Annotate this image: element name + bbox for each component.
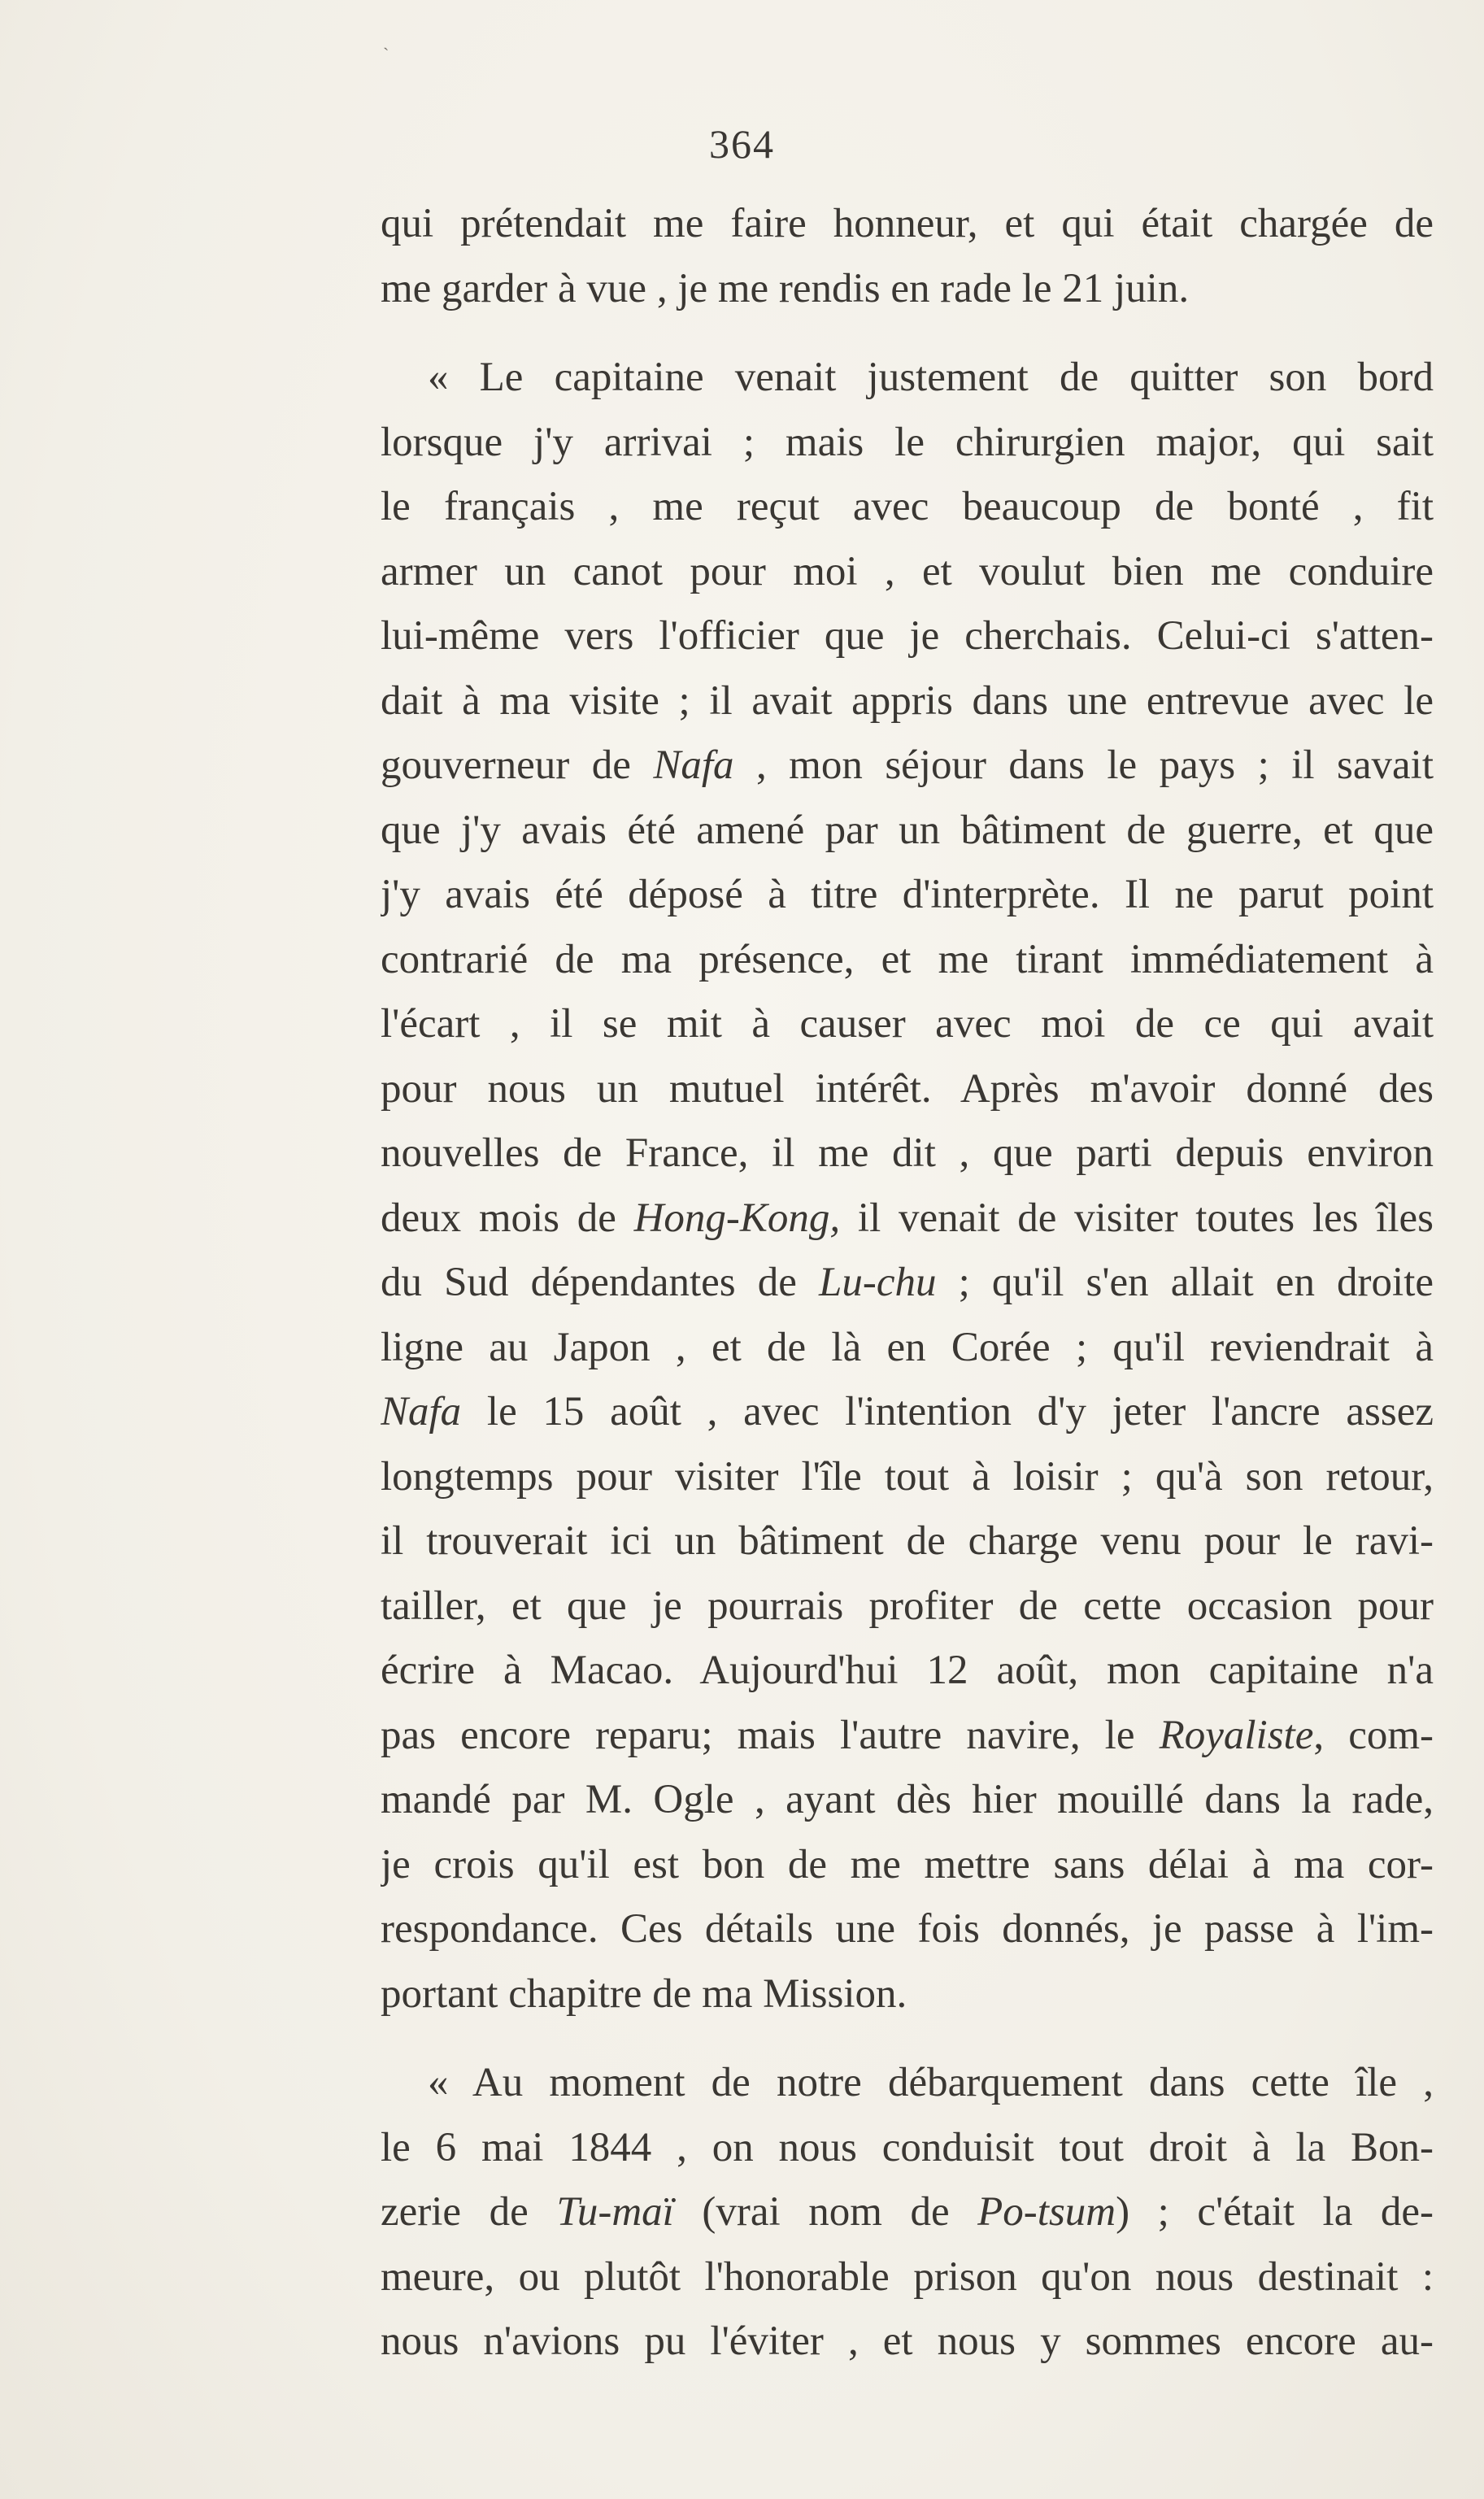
text-line: le français , me reçut avec beaucoup de bonté , fit	[381, 484, 1434, 529]
paragraph-continuation	[381, 192, 1434, 321]
text-line: lui-même vers l'officier que je cherchais. Celui-ci s'atten-	[381, 613, 1434, 659]
text-line: mandé par M. Ogle , ayant dès hier mouillé dans la rade,	[381, 1777, 1434, 1822]
italic-term: Nafa	[381, 1389, 462, 1435]
text-line: meure, ou plutôt l'honorable prison qu'on nous destinait :	[381, 2253, 1434, 2300]
text-line: ligne au Japon , et de là en Corée ; qu'il reviendrait à	[381, 1324, 1434, 1370]
body-text	[381, 192, 1434, 2375]
text-line: me garder à vue , je me rendis en rade le 21 juin.	[381, 265, 1190, 311]
text-line: deux mois de Hong-Kong, il venait de visiter toutes les îles	[381, 1195, 1434, 1241]
text-line: respondance. Ces détails une fois donnés, je passe à l'im-	[381, 1906, 1434, 1952]
text-line: pas encore reparu; mais l'autre navire, le Royaliste, com-	[381, 1712, 1434, 1758]
text-line: « Le capitaine venait justement de quitter son bord	[428, 355, 1434, 400]
text-line: j'y avais été déposé à titre d'interprète. Il ne parut point	[381, 872, 1434, 917]
text-line: dait à ma visite ; il avait appris dans une entrevue avec le	[381, 677, 1434, 724]
text-line: contrarié de ma présence, et me tirant immédiatement à	[381, 936, 1434, 982]
text-line: je crois qu'il est bon de me mettre sans délai à ma cor-	[381, 1841, 1434, 1887]
italic-term: Tu-maï	[556, 2189, 674, 2235]
paragraph-spacing	[381, 321, 1434, 346]
text-line: l'écart , il se mit à causer avec moi de ce qui avait	[381, 1001, 1434, 1047]
text-line: qui prétendait me faire honneur, et qui était chargée de	[381, 201, 1434, 246]
text-line: tailler, et que je pourrais profiter de cette occasion pour	[381, 1583, 1434, 1629]
text-line: zerie de Tu-maï (vrai nom de Po-tsum) ; c'était la de-	[381, 2189, 1434, 2235]
text-line: nous n'avions pu l'éviter , et nous y sommes encore au-	[381, 2318, 1434, 2364]
italic-term: Lu-chu	[818, 1260, 937, 1305]
italic-term: Nafa	[653, 742, 734, 788]
text-line: Nafa le 15 août , avec l'intention d'y jeter l'ancre assez	[381, 1389, 1434, 1435]
text-line: il trouverait ici un bâtiment de charge venu pour le ravi-	[381, 1518, 1434, 1564]
text-line: portant chapitre de ma Mission.	[381, 1970, 907, 2017]
paragraph-captain-visit	[381, 346, 1434, 2027]
text-line: armer un canot pour moi , et voulut bien me conduire	[381, 548, 1434, 594]
paragraph-arrival	[381, 2051, 1434, 2375]
italic-term: Royaliste	[1159, 1712, 1314, 1758]
page-blemish: ˋ	[383, 44, 389, 64]
italic-term: Hong-Kong,	[633, 1195, 841, 1241]
text-line: longtemps pour visiter l'île tout à loisir ; qu'à son retour,	[381, 1453, 1434, 1500]
page-number: 364	[709, 121, 775, 167]
text-line: du Sud dépendantes de Lu-chu ; qu'il s'en allait en droite	[381, 1260, 1434, 1305]
text-line: pour nous un mutuel intérêt. Après m'avoir donné des	[381, 1065, 1434, 1112]
text-line: gouverneur de Nafa , mon séjour dans le pays ; il savait	[381, 742, 1434, 788]
text-line: nouvelles de France, il me dit , que parti depuis environ	[381, 1130, 1434, 1176]
text-line: que j'y avais été amené par un bâtiment de guerre, et que	[381, 807, 1434, 853]
paragraph-spacing	[381, 2027, 1434, 2051]
text-line: « Au moment de notre débarquement dans cette île ,	[428, 2060, 1434, 2105]
text-line: lorsque j'y arrivai ; mais le chirurgien major, qui sait	[381, 419, 1434, 465]
text-line: écrire à Macao. Aujourd'hui 12 août, mon capitaine n'a	[381, 1648, 1434, 1693]
italic-term: Po-tsum	[977, 2189, 1116, 2235]
text-line: le 6 mai 1844 , on nous conduisit tout droit à la Bon-	[381, 2124, 1434, 2170]
